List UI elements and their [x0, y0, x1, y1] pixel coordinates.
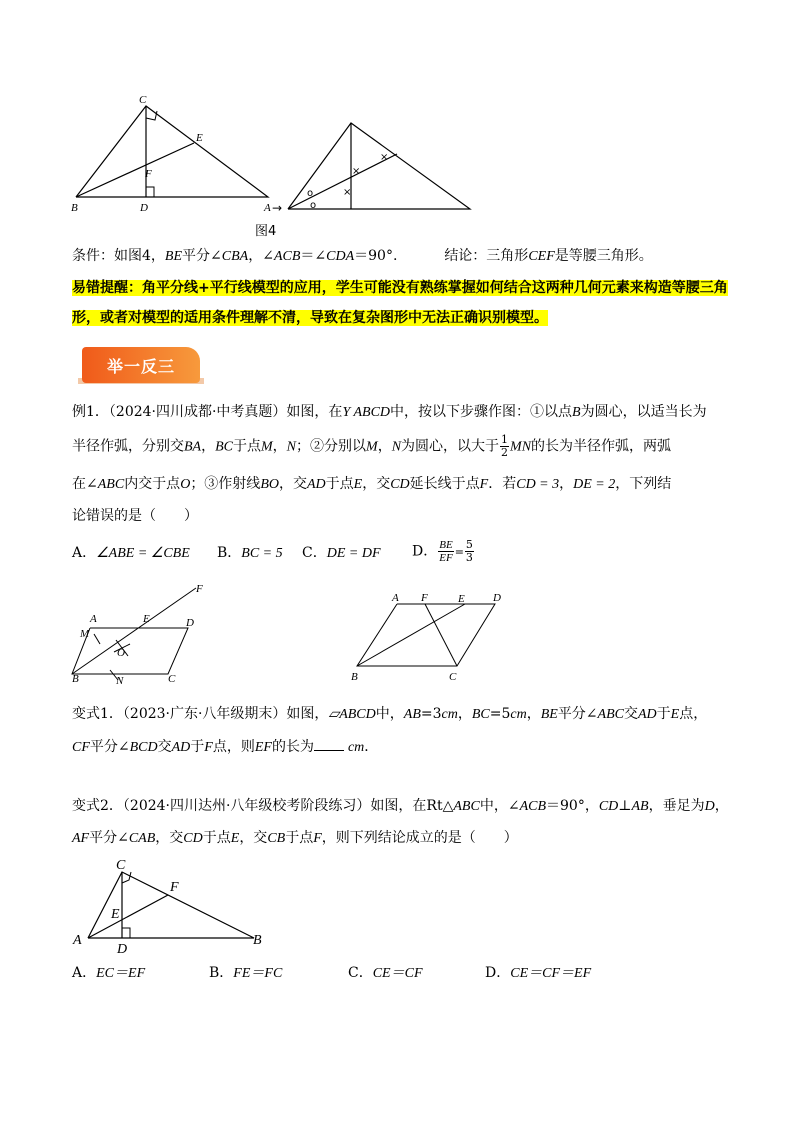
variant1-var: BE [540, 707, 558, 722]
fraction-denominator: 2 [501, 446, 509, 459]
example1-text: 为圆心，以大于 [401, 438, 500, 455]
ex1-left-label-m: M [80, 628, 90, 640]
figure4-caption: 图4 [255, 224, 277, 239]
example1-line-4 [72, 506, 198, 526]
option-text: FE＝FC [233, 966, 283, 981]
variant1-var: cm [510, 707, 527, 722]
mark-x-3: × [343, 187, 352, 198]
variant1-text: 交 [157, 739, 172, 755]
variant2-option-a[interactable] [72, 963, 145, 984]
variant2-var: ACB [519, 799, 547, 814]
option-label: D． [412, 543, 438, 560]
variant1-text: =3 [420, 706, 442, 722]
example1-var: E [353, 477, 363, 492]
mark-x-2: × [352, 166, 361, 177]
warning-text-2: 形，或者对模型的适用条件理解不清，导致在复杂图形中无法正确识别模型。 [72, 310, 548, 326]
example1-text: ， [272, 438, 287, 455]
example1-var: CD = 3 [516, 477, 560, 492]
variant1-text: 点， [679, 706, 708, 722]
condition-cda: CDA [326, 249, 355, 264]
ex2-label-a: A [73, 933, 82, 948]
example1-line-2 [72, 434, 671, 459]
variant1-text: 的长为 [271, 739, 314, 755]
variant1-text: 于 [656, 706, 671, 722]
example1-text: 延长线于点 [409, 476, 480, 492]
example1-var: DE = 2 [573, 477, 616, 492]
option-label: B． [209, 965, 234, 981]
option-label: A． [72, 545, 97, 561]
example1-var: M [261, 439, 273, 455]
variant2-var: CD [183, 831, 203, 846]
conclusion-end: 是等腰三角形。 [554, 248, 653, 264]
variant2-option-d[interactable] [485, 963, 591, 984]
example1-var: M [366, 439, 378, 455]
example1-var: AD [306, 477, 326, 492]
option-text: CE＝CF＝EF [510, 966, 592, 981]
option-text: EC＝EF [96, 966, 146, 981]
variant2-line-2 [72, 828, 518, 849]
example1-var: ABC [97, 477, 125, 492]
variant2-var: CD [598, 799, 619, 814]
variant1-line-2 [72, 736, 378, 758]
variant1-var: AB [403, 707, 421, 722]
variant1-var: BC [471, 707, 490, 722]
ex1-left-label-n: N [116, 675, 124, 687]
condition-comma: ，∠ [248, 248, 274, 264]
variant2-options [72, 963, 632, 985]
example1-var: BA [184, 439, 202, 455]
condition-line [72, 246, 653, 267]
ex2-label-d: D [117, 942, 128, 956]
example1-right-figure [345, 588, 515, 686]
figure4-label-f: F [145, 168, 152, 180]
variant2-text: ⊥ [618, 798, 632, 814]
figure4-arrow: → [272, 201, 283, 215]
variant2-text: 变式2．（2024·四川达州·八年级校考阶段练习）如图，在Rt△ [72, 798, 454, 814]
variant1-var: ABC [597, 707, 624, 722]
ex2-label-b: B [253, 933, 262, 948]
variant2-text: ， [714, 798, 729, 814]
example1-var: N [391, 439, 402, 455]
variant2-text: 平分∠ [89, 830, 129, 846]
variant1-text: ， [457, 706, 472, 722]
variant2-var: AB [631, 799, 649, 814]
example1-text: ；②分别以 [296, 438, 367, 455]
variant2-text: 于点 [285, 830, 314, 846]
variant2-var: E [230, 831, 240, 846]
mark-x-1: × [380, 152, 389, 163]
example1-text: 论错误的是（ ） [72, 508, 198, 524]
example1-var: B [572, 405, 581, 420]
example1-var: CD [390, 477, 410, 492]
variant1-text: =5 [489, 706, 511, 722]
conclusion-text: 结论：三角形 [444, 248, 529, 264]
warning-text-1: 易错提醒：角平分线+平行线模型的应用，学生可能没有熟练掌握如何结合这两种几何元素来构造等腰三角 [72, 280, 728, 296]
variant1-var: CF [72, 740, 90, 755]
conclusion-cef: CEF [528, 249, 555, 264]
example1-left-figure [70, 582, 220, 688]
variant2-text: ，则下列结论成立的是（ ） [321, 830, 518, 846]
figure4-label-a: A [264, 202, 271, 214]
variant2-text: 于点 [202, 830, 231, 846]
example1-text: ， [201, 438, 216, 455]
mark-o-2: o [310, 200, 317, 211]
variant1-text: ， [526, 706, 541, 722]
example1-text: ， [559, 476, 574, 492]
example1-var: F [479, 477, 489, 492]
example1-text: ， [377, 438, 392, 455]
ex1-left-label-a: A [90, 613, 97, 625]
ex1-left-label-f: F [196, 583, 203, 595]
ex1-right-label-c: C [449, 671, 457, 683]
example1-text: 内交于点 [124, 476, 181, 492]
figure4-label-e: E [196, 132, 203, 144]
example1-var: O [180, 477, 191, 492]
variant2-var: F [313, 831, 322, 846]
variant2-text: ，交 [239, 830, 268, 846]
variant2-var: D [704, 799, 715, 814]
example1-line-1 [72, 402, 707, 423]
condition-acb: ACB [273, 249, 301, 264]
ex2-label-c: C [116, 858, 126, 873]
condition-bisect: 平分∠ [182, 248, 222, 264]
option-label: C． [348, 965, 373, 981]
condition-eq2: ＝90°. [354, 248, 398, 264]
variant2-var: AF [72, 831, 90, 846]
variant2-line-1 [72, 796, 729, 817]
example1-var: N [286, 439, 297, 455]
ex1-left-label-e: E [143, 613, 150, 625]
variant1-text: 变式1．（2023·广东·八年级期末）如图， [72, 706, 329, 722]
example1-line-3 [72, 474, 671, 495]
ex1-right-label-d: D [493, 592, 501, 604]
condition-be: BE [164, 249, 183, 264]
variant1-var: BCD [129, 740, 158, 755]
figure4-label-d: D [140, 202, 148, 214]
variant1-line-1 [72, 704, 707, 725]
mark-o-1: o [307, 188, 314, 199]
variant1-var: AD [638, 707, 657, 722]
example1-text: ，交 [362, 476, 391, 492]
example1-text: 于点 [233, 438, 261, 455]
figure4-right-triangle [272, 118, 477, 218]
example1-text: ；③作射线 [190, 476, 261, 492]
option-text: DE = DF [326, 546, 381, 561]
condition-cba: CBA [221, 249, 249, 264]
figure4-label-b: B [71, 202, 78, 214]
example1-option-b[interactable] [217, 543, 283, 564]
option-equals: = [454, 545, 464, 559]
example1-text: 中，按以下步骤作图：①以点 [390, 404, 573, 420]
variant1-var: AD [171, 740, 191, 755]
ex2-label-e: E [111, 907, 120, 922]
variant1-text: 于 [190, 739, 205, 755]
option-label: D． [485, 965, 511, 981]
ex1-right-label-a: A [392, 592, 399, 604]
condition-eq1: ＝∠ [300, 248, 327, 264]
ex1-left-label-c: C [168, 673, 176, 685]
example1-text: 半径作弧，分别交 [72, 438, 184, 455]
option-label: A． [72, 965, 97, 981]
condition-prefix: 条件：如图4， [72, 248, 165, 264]
variant1-text: 中， [375, 706, 404, 722]
warning-line-1 [72, 278, 728, 298]
variant2-var: CAB [128, 831, 156, 846]
figure4-label-c: C [139, 94, 147, 106]
fraction-numerator: BE [439, 539, 453, 551]
ex1-right-label-f: F [421, 592, 428, 604]
ex1-right-label-e: E [458, 593, 465, 605]
example1-var: BC [215, 439, 233, 455]
variant2-text: ＝90°， [546, 798, 599, 814]
variant2-text: ，交 [155, 830, 184, 846]
variant1-var: cm [441, 707, 458, 722]
example1-var: BO [260, 477, 279, 492]
example1-options [72, 538, 492, 567]
variant1-text: 点，则 [212, 739, 255, 755]
variant1-text: ． [364, 739, 379, 755]
section-badge [82, 347, 200, 383]
ex1-left-label-o: O [117, 647, 125, 659]
example1-text: ．若 [488, 476, 517, 492]
fraction-numerator: 5 [465, 538, 473, 551]
ex1-right-label-b: B [351, 671, 358, 683]
option-text: CE＝CF [372, 966, 423, 981]
ex1-left-label-b: B [72, 673, 79, 685]
example1-option-d[interactable] [412, 539, 475, 564]
variant2-text: 中，∠ [479, 798, 520, 814]
example1-option-c[interactable] [302, 543, 381, 564]
figure4-left-triangle [66, 92, 276, 217]
variant1-var: E [670, 707, 680, 722]
variant2-text: ，垂足为 [648, 798, 705, 814]
variant1-text: 平分∠ [89, 739, 130, 755]
variant2-var: ABC [453, 799, 480, 814]
ex1-left-label-d: D [186, 617, 194, 629]
variant2-option-b[interactable] [209, 963, 282, 984]
fraction-denominator: EF [439, 552, 453, 564]
option-text: ∠ABE = ∠CBE [96, 546, 190, 561]
section-badge-label: 举一反三 [106, 356, 175, 376]
warning-line-2 [72, 308, 548, 328]
fraction-numerator: 1 [501, 433, 509, 446]
option-label: C． [302, 545, 327, 561]
example1-text: 为圆心，以适当长为 [580, 404, 707, 420]
variant1-text: 交 [624, 706, 638, 722]
example1-text: ，下列结 [615, 476, 672, 492]
example1-option-a[interactable] [72, 543, 190, 564]
variant2-option-c[interactable] [348, 963, 423, 984]
variant1-text: 平分∠ [557, 706, 598, 722]
variant1-var: cm [347, 740, 365, 755]
option-text: BC = 5 [241, 546, 283, 561]
example1-fraction [500, 434, 509, 459]
option-d-fraction-left [438, 539, 453, 564]
variant1-answer-blank[interactable] [314, 736, 344, 751]
example1-parallelogram: Y ABCD [342, 405, 391, 420]
fraction-denominator: 3 [465, 551, 473, 564]
variant1-var: ▱ABCD [328, 707, 376, 722]
variant1-var: EF [254, 740, 272, 755]
example1-text: 在∠ [72, 476, 98, 492]
example1-text: 的长为半径作弧，两弧 [531, 438, 672, 455]
option-d-fraction-right [465, 539, 474, 564]
variant2-figure [70, 856, 270, 956]
variant2-var: CB [267, 831, 286, 846]
example1-text: 例1．（2024·四川成都·中考真题）如图，在 [72, 404, 343, 420]
example1-text: ，交 [278, 476, 307, 492]
example1-text: 于点 [325, 476, 354, 492]
ex2-label-f: F [170, 880, 179, 895]
example1-var: MN [510, 439, 532, 455]
variant1-var: F [204, 740, 213, 755]
option-label: B． [217, 545, 242, 561]
